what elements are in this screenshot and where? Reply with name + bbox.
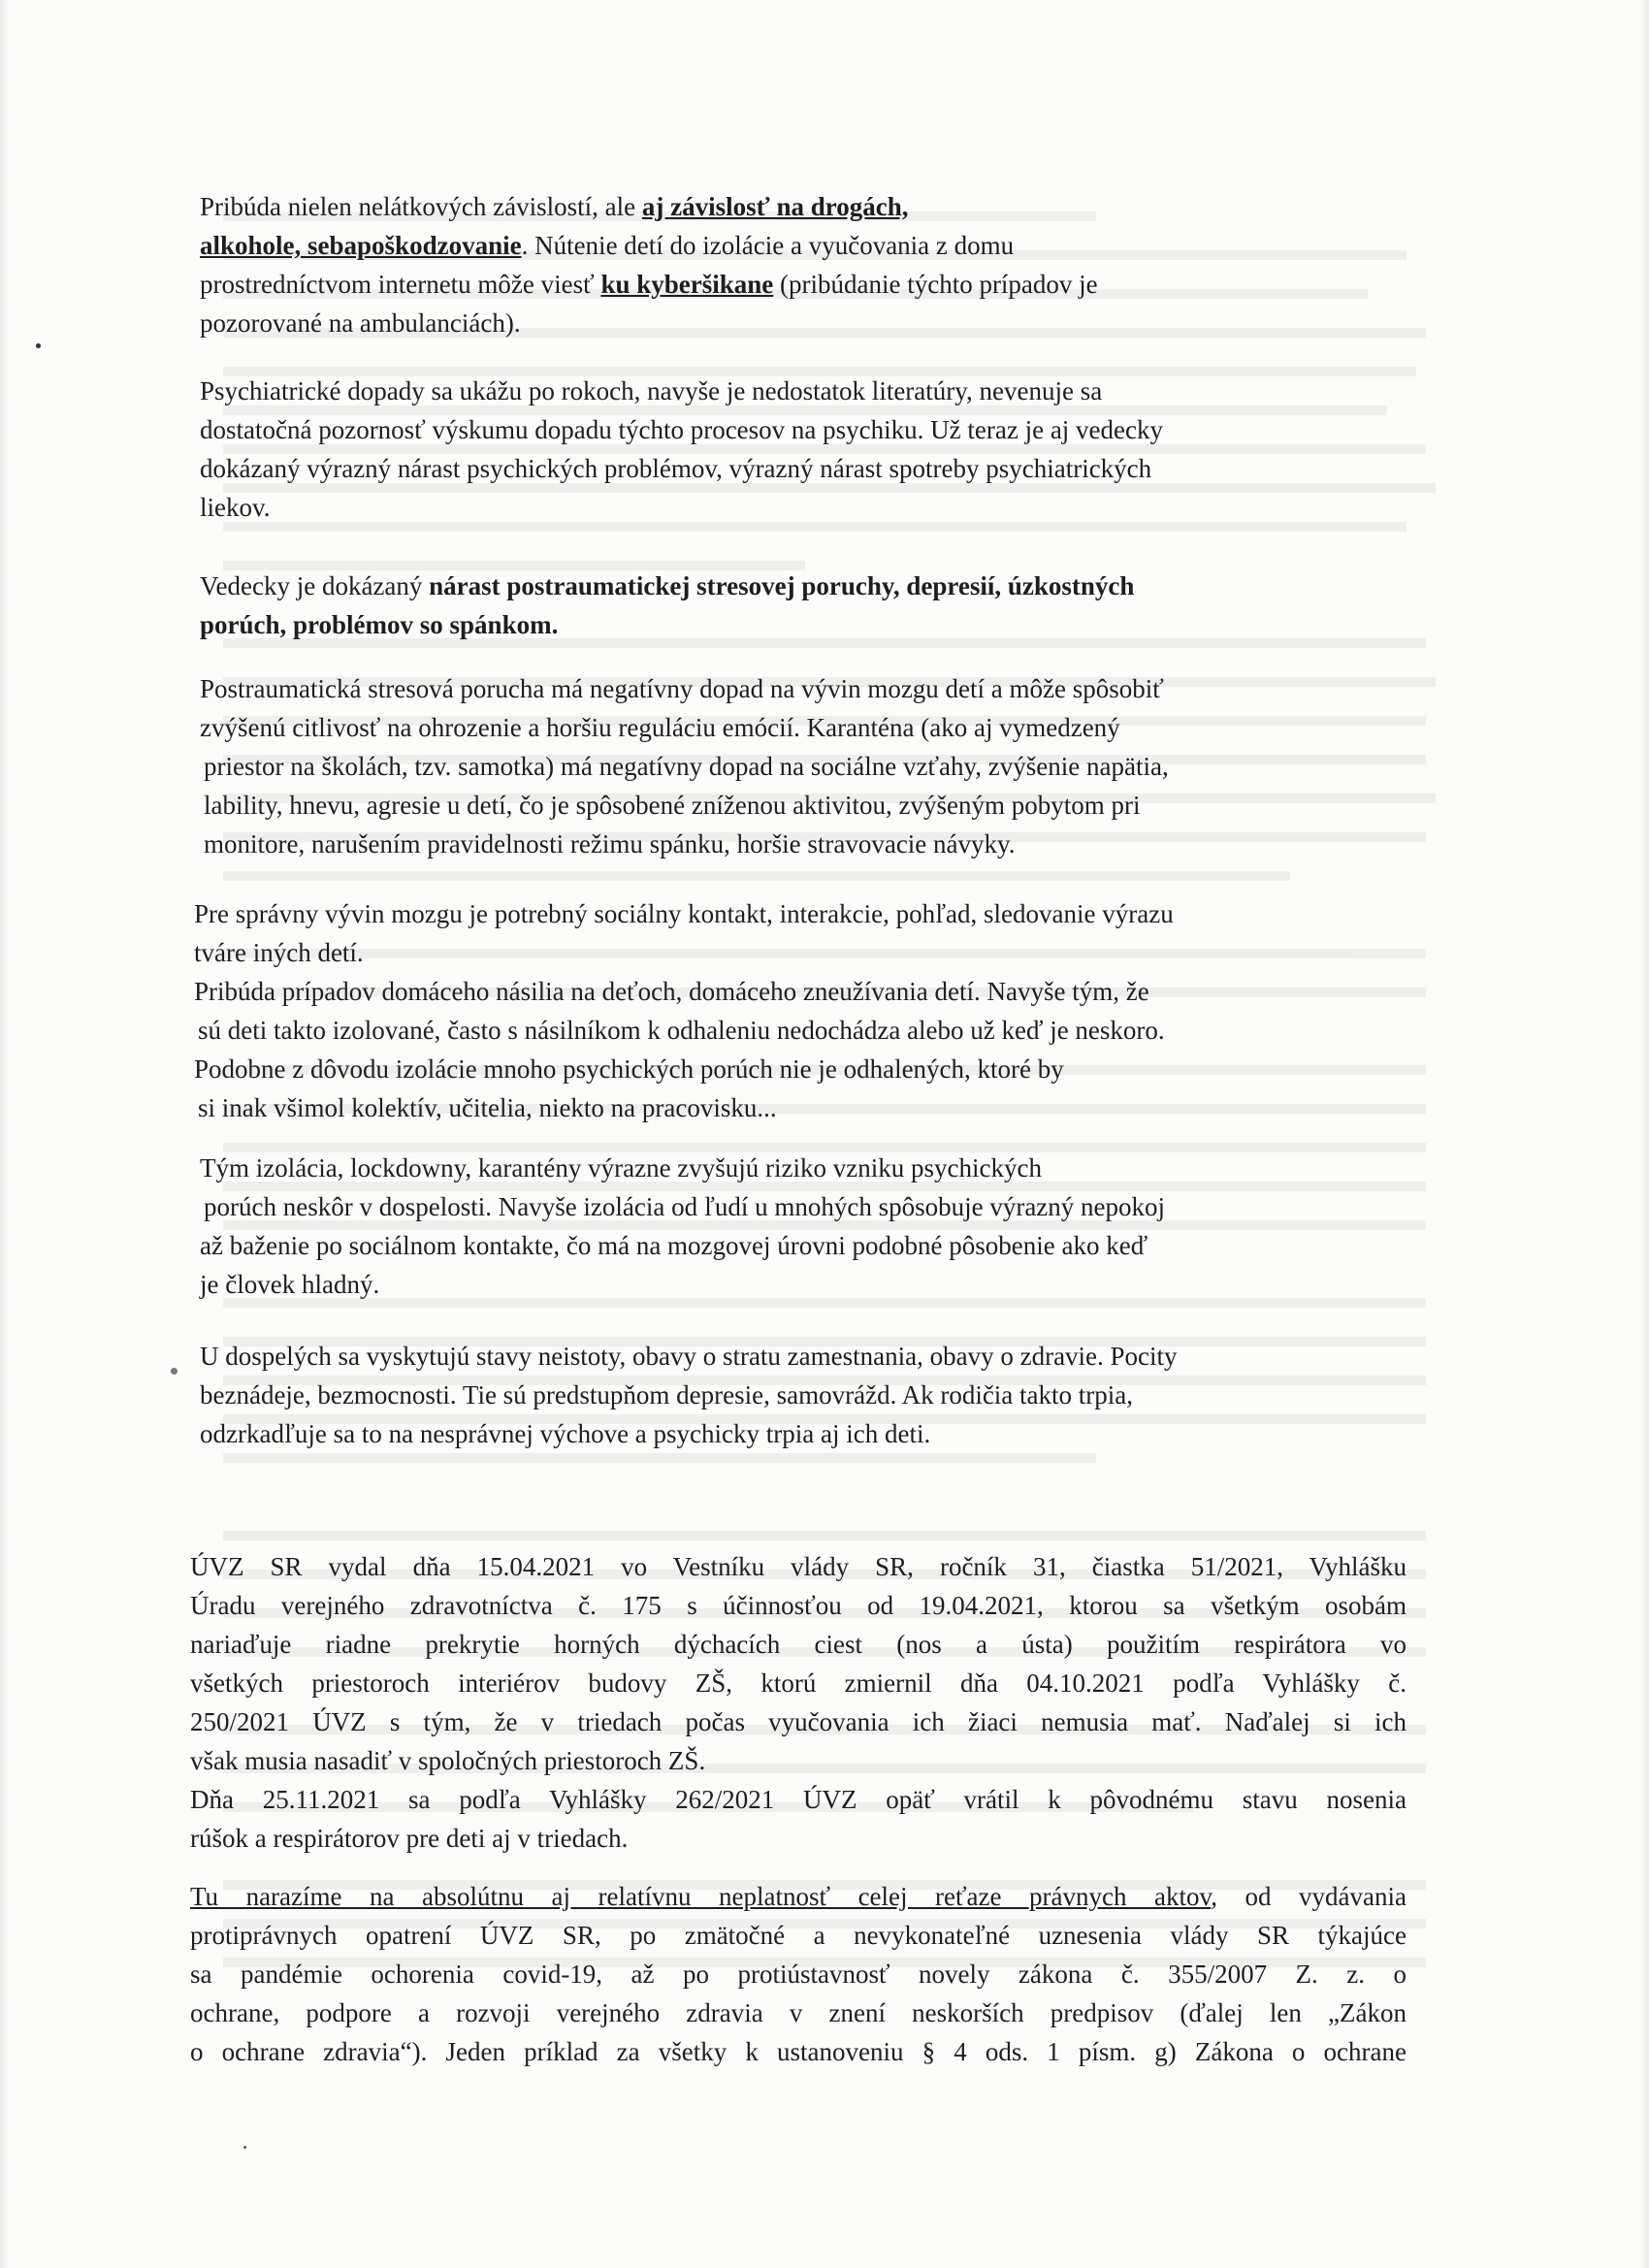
text-line: ochrane, podpore a rozvoji verejného zdravia v znení neskorších predpisov (ďalej len „Zákon bbox=[190, 1998, 1406, 2027]
paragraph-ptsd bbox=[200, 669, 1412, 863]
text-line: Psychiatrické dopady sa ukážu po rokoch, navyše je nedostatok literatúry, nevenuje sa bbox=[200, 376, 1103, 405]
text-line: Tým izolácia, lockdowny, karantény výrazne zvyšujú riziko vzniku psychických bbox=[200, 1153, 1042, 1183]
text-line: beznádeje, bezmocnosti. Tie sú predstupňom depresie, samovrážd. Ak rodičia takto trpia, bbox=[200, 1380, 1134, 1409]
text-line: dokázaný výrazný nárast psychických problémov, výrazný nárast spotreby psychiatrických bbox=[200, 454, 1152, 483]
text-line: odzrkadľuje sa to na nesprávnej výchove a psychicky trpia aj ich deti. bbox=[200, 1419, 931, 1448]
text-line: sú deti takto izolované, často s násilníkom k odhaleniu nedochádza alebo už keď je neskoro. bbox=[198, 1016, 1165, 1045]
text-line: protiprávnych opatrení ÚVZ SR, po zmätočné a nevykonateľné uznesenia vlády SR týkajúce bbox=[190, 1921, 1406, 1950]
emphasis-underlined-bold: aj závislosť na drogách, bbox=[641, 192, 909, 221]
text-line: o ochrane zdravia“). Jeden príklad za všetky k ustanoveniu § 4 ods. 1 písm. g) Zákona o ochrane bbox=[190, 2037, 1406, 2066]
scan-speck bbox=[243, 2146, 246, 2149]
text-line: sa pandémie ochorenia covid-19, až po protiústavnosť novely zákona č. 355/2007 Z. z. o bbox=[190, 1960, 1406, 1989]
text-line: nariaďuje riadne prekrytie horných dýchacích ciest (nos a ústa) použitím respirátora vo bbox=[190, 1630, 1406, 1659]
scan-edge-right bbox=[1639, 0, 1649, 2268]
text-run: Pribúda nielen nelátkových závislostí, ale bbox=[200, 192, 642, 221]
paragraph-psychiatric-impacts bbox=[200, 372, 1412, 527]
paragraph-addictions bbox=[200, 187, 1412, 342]
text-line: priestor na školách, tzv. samotka) má negatívny dopad na sociálne vzťahy, zvýšenie napätia, bbox=[204, 752, 1169, 781]
text-line bbox=[200, 226, 1412, 265]
text-line: porúch neskôr v dospelosti. Navyše izolácia od ľudí u mnohých spôsobuje výrazný nepokoj bbox=[204, 1192, 1166, 1221]
paragraph-adults bbox=[200, 1337, 1412, 1453]
text-line: až baženie po sociálnom kontakte, čo má na mozgovej úrovni podobné pôsobenie ako keď bbox=[200, 1231, 1148, 1260]
text-line: zvýšenú citlivosť na ohrozenie a horšiu reguláciu emócií. Karanténa (ako aj vymedzený bbox=[200, 713, 1120, 742]
text-line: monitore, narušením pravidelnosti režimu spánku, horšie stravovacie návyky. bbox=[204, 829, 1016, 859]
text-line: ÚVZ SR vydal dňa 15.04.2021 vo Vestníku vlády SR, ročník 31, čiastka 51/2021, Vyhlášku bbox=[190, 1552, 1406, 1581]
emphasis-underlined-bold: ku kyberšikane bbox=[600, 270, 774, 299]
text-line: Podobne z dôvodu izolácie mnoho psychických porúch nie je odhalených, ktoré by bbox=[194, 1054, 1064, 1084]
text-line bbox=[190, 1877, 1406, 1916]
text-line: však musia nasadiť v spoločných priestoroch ZŠ. bbox=[190, 1746, 706, 1775]
text-line: 250/2021 ÚVZ s tým, že v triedach počas vyučovania ich žiaci nemusia mať. Naďalej si ich bbox=[190, 1707, 1406, 1736]
scan-edge-left bbox=[0, 0, 10, 2268]
text-line: Postraumatická stresová porucha má negatívny dopad na vývin mozgu detí a môže spôsobiť bbox=[200, 674, 1164, 703]
text-line: Úradu verejného zdravotníctva č. 175 s účinnosťou od 19.04.2021, ktorou sa všetkým osobám bbox=[190, 1591, 1406, 1620]
text-line: Dňa 25.11.2021 sa podľa Vyhlášky 262/2021 ÚVZ opäť vrátil k pôvodnému stavu nosenia bbox=[190, 1785, 1406, 1814]
paragraph-isolation-risks bbox=[200, 1149, 1412, 1304]
text-line: tváre iných detí. bbox=[194, 938, 364, 967]
text-run: (pribúdanie týchto prípadov je bbox=[773, 270, 1098, 299]
text-line: Pribúda prípadov domáceho násilia na deťoch, domáceho zneužívania detí. Navyše tým, že bbox=[194, 977, 1149, 1006]
text-run: . Nútenie detí do izolácie a vyučovania z domu bbox=[521, 231, 1015, 260]
paragraph-brain-development bbox=[194, 894, 1416, 1127]
text-line bbox=[200, 265, 1412, 304]
emphasis-underlined-bold: alkohole, sebapoškodzovanie bbox=[200, 231, 522, 260]
text-run: , od vydávania bbox=[1211, 1882, 1406, 1911]
text-line: všetkých priestoroch interiérov budovy ZŠ, ktorú zmiernil dňa 04.10.2021 podľa Vyhlášky č. bbox=[190, 1669, 1406, 1698]
scan-speck bbox=[171, 1368, 178, 1375]
text-line: je človek hladný. bbox=[200, 1270, 380, 1299]
text-line: porúch, problémov so spánkom. bbox=[200, 610, 559, 639]
paragraph-invalidity bbox=[190, 1877, 1406, 2071]
text-line bbox=[200, 567, 1412, 605]
text-line bbox=[200, 187, 1412, 226]
text-line: si inak všimol kolektív, učitelia, niekto na pracovisku... bbox=[198, 1093, 777, 1122]
text-line: lability, hnevu, agresie u detí, čo je spôsobené zníženou aktivitou, zvýšeným pobytom pri bbox=[204, 791, 1141, 820]
paragraph-scientific-evidence bbox=[200, 567, 1412, 644]
text-line: liekov. bbox=[200, 493, 271, 522]
emphasis-bold: nárast postraumatickej stresovej poruchy, depresií, úzkostných bbox=[429, 571, 1135, 600]
text-line: Pre správny vývin mozgu je potrebný sociálny kontakt, interakcie, pohľad, sledovanie výrazu bbox=[194, 899, 1174, 928]
text-line: U dospelých sa vyskytujú stavy neistoty, obavy o stratu zamestnania, obavy o zdravie. Pocity bbox=[200, 1342, 1178, 1371]
text-line: dostatočná pozornosť výskumu dopadu týchto procesov na psychiku. Už teraz je aj vedecky bbox=[200, 415, 1164, 444]
paragraph-uvz-regulation bbox=[190, 1547, 1406, 1858]
text-line: rúšok a respirátorov pre deti aj v triedach. bbox=[190, 1824, 629, 1853]
text-line: pozorované na ambulanciách). bbox=[200, 308, 521, 338]
scan-speck bbox=[36, 343, 41, 348]
text-run: prostredníctvom internetu môže viesť bbox=[200, 270, 601, 299]
emphasis-underlined: Tu narazíme na absolútnu aj relatívnu neplatnosť celej reťaze právnych aktov bbox=[190, 1882, 1212, 1911]
text-run: Vedecky je dokázaný bbox=[200, 571, 430, 600]
